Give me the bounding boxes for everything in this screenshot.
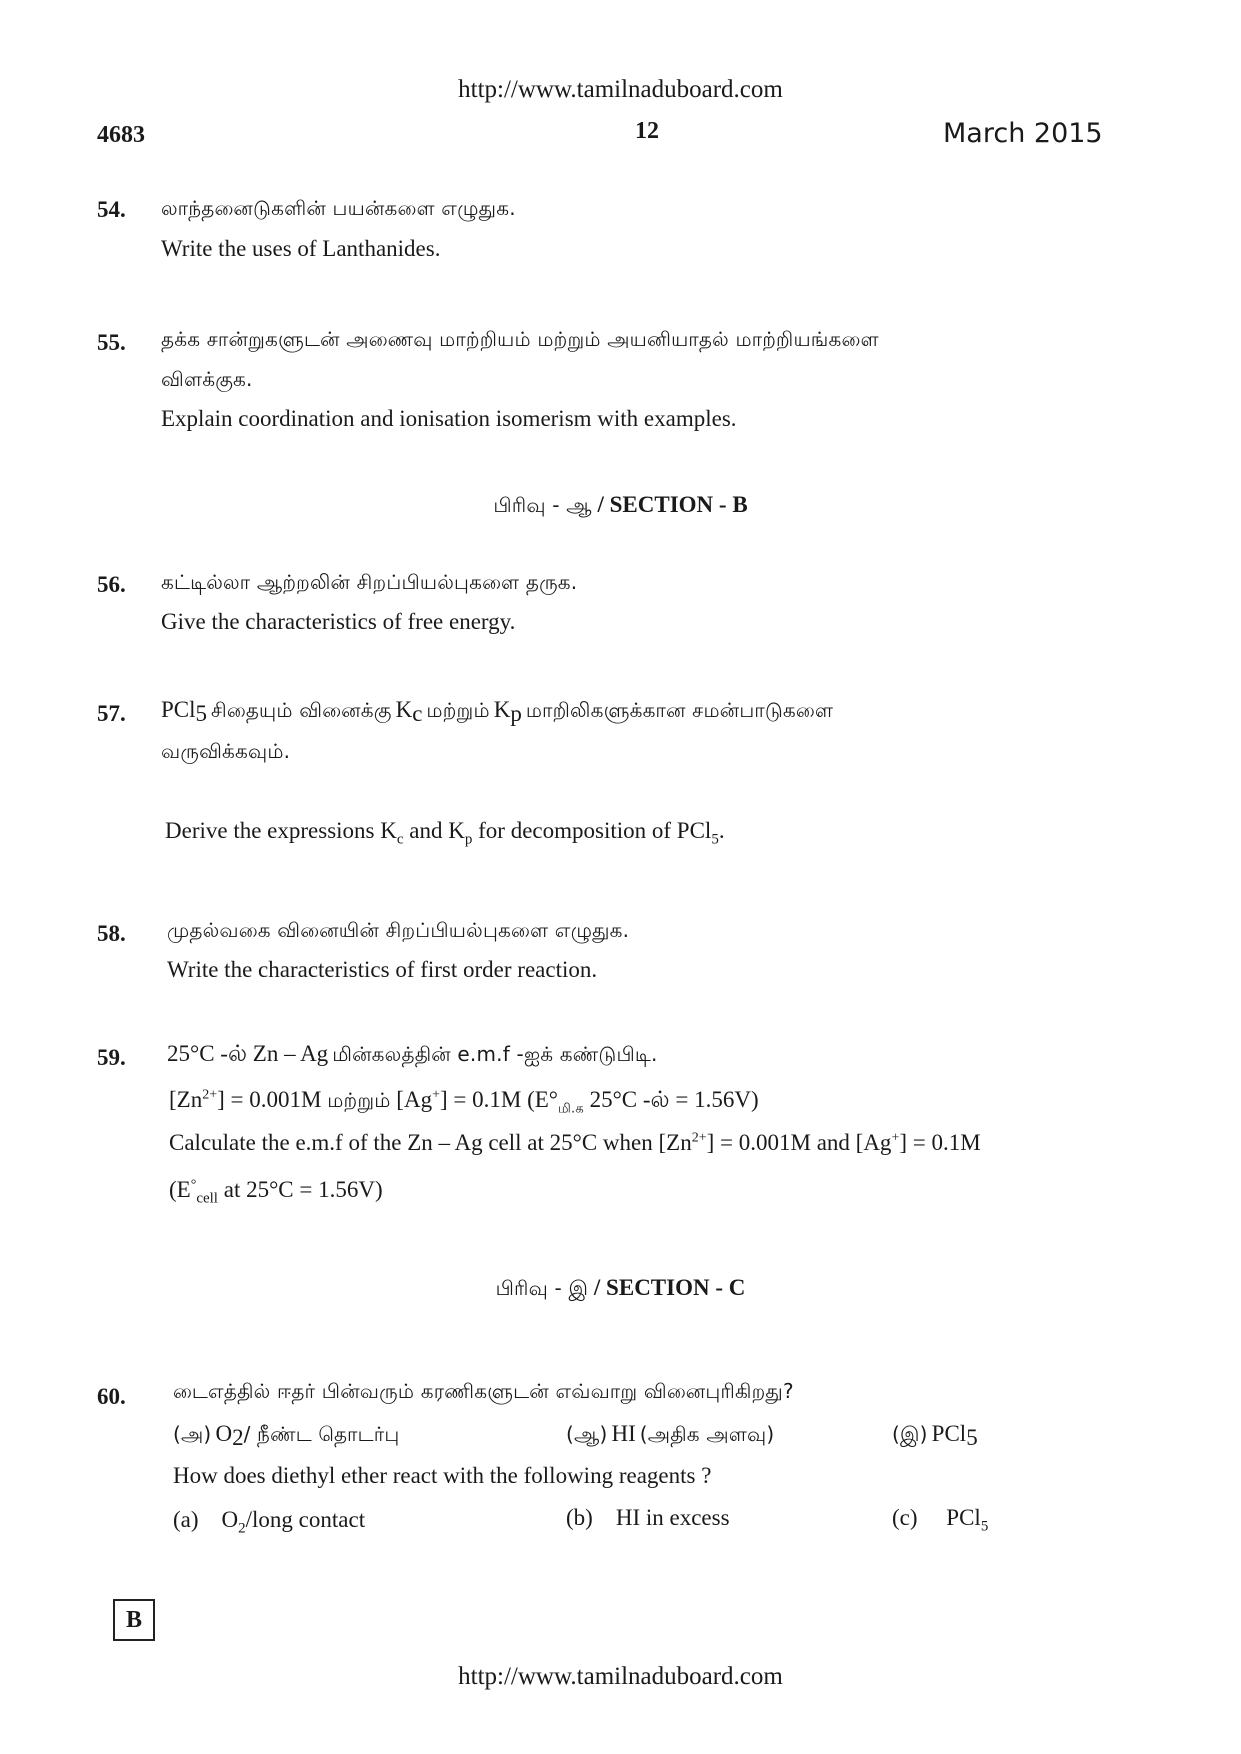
section-c-heading <box>0 1275 1241 1303</box>
q60-en-a-text: /long contact <box>245 1507 366 1532</box>
kc-subscript: c <box>412 701 423 727</box>
question-59-tamil-line2 <box>169 1087 759 1118</box>
q60-en-b-label: (b) <box>566 1505 593 1530</box>
question-55-english: Explain coordination and ionisation isomerism with examples. <box>161 406 737 431</box>
section-c-tamil: பிரிவு - இ <box>495 1276 589 1300</box>
q57-tamil-part1: சிதையும் வினைக்கு <box>211 698 392 722</box>
paper-code: 4683 <box>97 122 145 148</box>
q59-zn: [Zn <box>169 1087 203 1112</box>
question-number-56: 56. <box>97 572 126 597</box>
question-55-tamil-line2: விளக்குக. <box>161 367 253 391</box>
question-number-60: 60. <box>97 1384 126 1409</box>
q57-en-kp-sub: p <box>464 831 473 848</box>
q59-en-part1: Calculate the e.m.f of the Zn – Ag cell at 25°C when [Zn <box>169 1130 692 1155</box>
q60-en-a-label: (a) <box>173 1507 199 1532</box>
q57-en-pcl5: PCl <box>676 818 712 843</box>
q59-ecell-sup: ° <box>190 1177 197 1193</box>
kc-symbol: K <box>395 697 413 722</box>
q60-tamil-option-a <box>173 1421 400 1451</box>
pcl5-formula: PCl <box>161 697 196 722</box>
question-59-english <box>169 1130 981 1156</box>
q57-tamil-and: மற்றும் <box>426 698 490 722</box>
q60-en-option-b <box>566 1505 730 1531</box>
q60-ta-a-label: (அ) <box>173 1422 212 1446</box>
q59-ecell-open: (E <box>169 1177 191 1202</box>
q59-en-part2: ] = 0.001M and [Ag <box>706 1130 892 1155</box>
q59-zn-val: ] = 0.001M <box>217 1087 322 1112</box>
kp-symbol: K <box>493 697 511 722</box>
q60-tamil-option-b <box>566 1421 774 1449</box>
q57-en-kc-sub: c <box>396 831 404 848</box>
question-number-58: 58. <box>97 921 126 946</box>
question-57-english <box>165 818 725 849</box>
question-54-english: Write the uses of Lanthanides. <box>161 236 441 261</box>
q59-ecell-sub: cell <box>196 1190 218 1207</box>
q60-en-b-text: HI in excess <box>615 1505 730 1530</box>
q60-en-c-pcl: PCl <box>946 1505 981 1530</box>
q60-en-c-sub: 5 <box>980 1518 989 1535</box>
question-number-54: 54. <box>97 197 126 222</box>
q59-and-tamil: மற்றும் <box>327 1088 391 1112</box>
q59-temp-cell: 25°C -ல் Zn – Ag <box>167 1041 329 1066</box>
question-number-57: 57. <box>97 701 126 726</box>
q57-en-kc: K <box>380 818 397 843</box>
question-60-tamil: டைஎத்தில் ஈதர் பின்வரும் கரணிகளுடன் எவ்வாறு வினைபுரிகிறது? <box>173 1379 794 1403</box>
question-58-tamil: முதல்வகை வினையின் சிறப்பியல்புகளை எழுதுக. <box>167 918 630 942</box>
question-57-tamil-line1 <box>161 697 833 727</box>
q60-ta-b-hi: HI <box>611 1421 636 1446</box>
question-56-tamil: கட்டில்லா ஆற்றலின் சிறப்பியல்புகளை தருக. <box>161 570 578 594</box>
q59-en-ag-sup: + <box>891 1130 900 1146</box>
q59-ecell-rest: at 25°C = 1.56V) <box>217 1177 383 1202</box>
q59-tamil-text: மின்கலத்தின் e.m.f -ஐக் கண்டுபிடி. <box>332 1042 658 1066</box>
q59-en-part3: ] = 0.1M <box>899 1130 981 1155</box>
q60-ta-c-sub: 5 <box>966 1425 978 1451</box>
q60-ta-c-label: (இ) <box>892 1422 928 1446</box>
header-url: http://www.tamilnaduboard.com <box>458 76 783 103</box>
q60-ta-a-text: / நீண்ட தொடர்பு <box>243 1422 400 1446</box>
q57-en-kp: K <box>448 818 465 843</box>
series-box-label: B <box>113 1599 155 1641</box>
section-b-tamil: பிரிவு - ஆ <box>493 493 592 517</box>
footer-url: http://www.tamilnaduboard.com <box>458 1663 783 1690</box>
q57-en-part2: for decomposition of <box>478 818 672 843</box>
q60-ta-a-o: O <box>215 1421 233 1446</box>
q59-zn-sup: 2+ <box>202 1087 218 1103</box>
q57-tamil-part2: மாறிலிகளுக்கான சமன்பாடுகளை <box>525 698 834 722</box>
q60-en-a-sub: 2 <box>238 1520 246 1537</box>
q60-en-option-c <box>892 1505 988 1536</box>
q59-en-zn-sup: 2+ <box>691 1130 707 1146</box>
q59-ag-val: ] = 0.1M (E° <box>439 1087 558 1112</box>
question-55-tamil-line1: தக்க சான்றுகளுடன் அணைவு மாற்றியம் மற்றும் அயனியாதல் மாற்றியங்களை <box>161 327 879 351</box>
section-c-english: / SECTION - C <box>588 1275 746 1300</box>
question-59-ecell <box>169 1177 383 1208</box>
q57-en-and: and <box>409 818 443 843</box>
q60-en-c-label: (c) <box>892 1505 918 1530</box>
q57-en-pcl5-sub: 5 <box>711 831 719 848</box>
pcl5-subscript: 5 <box>195 701 208 727</box>
exam-date: March 2015 <box>943 118 1103 149</box>
question-number-55: 55. <box>97 330 126 355</box>
page-number: 12 <box>635 118 659 144</box>
section-b-heading <box>0 492 1241 520</box>
q59-e-rest: 25°C -ல் = 1.56V) <box>583 1087 759 1112</box>
q57-en-period: . <box>718 818 725 843</box>
question-60-english: How does diethyl ether react with the following reagents ? <box>173 1463 712 1488</box>
q60-ta-c-pcl: PCl <box>931 1421 967 1446</box>
q59-ag: [Ag <box>396 1087 433 1112</box>
q60-ta-b-label: (ஆ) <box>566 1422 608 1446</box>
q59-ag-sup: + <box>432 1087 440 1103</box>
q57-en-part1: Derive the expressions <box>165 818 375 843</box>
q60-en-a-o: O <box>221 1507 239 1532</box>
q59-e-sub: மி.க <box>557 1101 584 1117</box>
question-58-english: Write the characteristics of first order reaction. <box>167 957 598 982</box>
q60-ta-a-sub: 2 <box>232 1425 244 1451</box>
question-number-59: 59. <box>97 1045 126 1070</box>
question-56-english: Give the characteristics of free energy. <box>161 609 516 634</box>
question-59-tamil-line1 <box>167 1041 658 1070</box>
kp-subscript: p <box>510 701 522 727</box>
question-54-tamil: லாந்தனைடுகளின் பயன்களை எழுதுக. <box>161 196 516 220</box>
q60-en-option-a <box>173 1507 365 1538</box>
q60-tamil-option-c <box>892 1421 978 1451</box>
q60-ta-b-text: (அதிக அளவு) <box>639 1422 775 1446</box>
section-b-english: / SECTION - B <box>591 492 748 517</box>
question-57-tamil-line2: வருவிக்கவும். <box>161 739 291 763</box>
